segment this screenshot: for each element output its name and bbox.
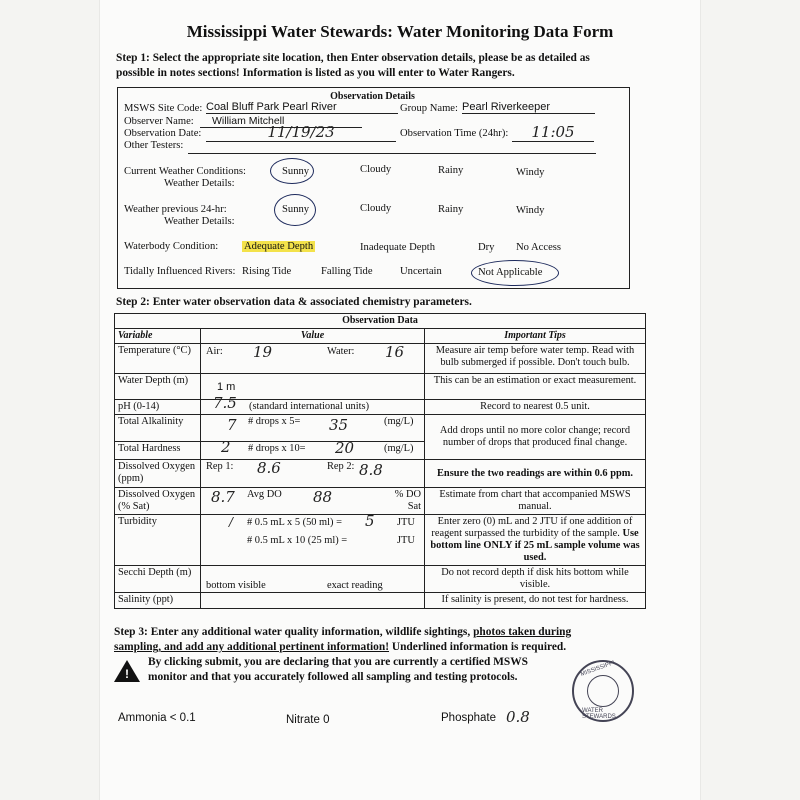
var-turbidity: Turbidity	[115, 515, 201, 566]
table-row	[115, 415, 646, 442]
step3-line2b: Underlined information is required.	[389, 641, 567, 653]
form-title: Mississippi Water Stewards: Water Monitoring Data Form	[186, 22, 614, 41]
table-row	[115, 566, 646, 593]
do-avg-value[interactable]: 8.7	[211, 488, 235, 506]
hardness-drops[interactable]: 2	[221, 438, 231, 456]
table-caption: Observation Data	[115, 314, 646, 329]
do-sat-value[interactable]: 88	[313, 488, 333, 506]
tip-water-depth: This can be an estimation or exact measurement.	[425, 374, 646, 400]
previous-weather-label: Weather previous 24-hr:	[124, 204, 227, 215]
current-weather-rainy[interactable]: Rainy	[438, 165, 464, 176]
tidal-rivers-label: Tidally Influenced Rivers:	[124, 266, 236, 277]
other-testers-field[interactable]	[188, 153, 596, 154]
seal-bottom-text: WATER STEWARDS	[582, 708, 616, 720]
tip-ph: Record to nearest 0.5 unit.	[425, 400, 646, 415]
turbidity-formula2: # 0.5 mL x 10 (25 ml) =	[247, 535, 348, 546]
warning-icon: !	[114, 660, 140, 682]
tip-salinity: If salinity is present, do not test for hardness.	[425, 593, 646, 609]
tip-alkalinity: Add drops until no more color change; record number of drops that produced final change.	[425, 415, 646, 460]
observation-time-field[interactable]: 11:05	[512, 123, 594, 142]
ph-value[interactable]: 7.5	[213, 394, 237, 412]
group-name-field[interactable]: Pearl Riverkeeper	[462, 101, 595, 114]
waterbody-inadequate-depth[interactable]: Inadequate Depth	[360, 242, 436, 253]
rep1-value[interactable]: 8.6	[257, 459, 281, 477]
form-paper	[100, 0, 700, 800]
step3-line2	[114, 641, 566, 653]
other-testers-label: Other Testers:	[124, 140, 184, 151]
tip-turbidity	[425, 515, 646, 566]
seal-top-text: MISSISSIPPI	[580, 660, 616, 678]
declaration-line1: By clicking submit, you are declaring that you are currently a certified MSWS	[148, 656, 528, 668]
hardness-formula: # drops x 10=	[248, 443, 306, 454]
alkalinity-unit: (mg/L)	[384, 416, 414, 427]
step2-heading: Step 2: Enter water observation data & associated chemistry parameters.	[116, 296, 472, 308]
var-secchi: Secchi Depth (m)	[115, 566, 201, 593]
details-heading: Observation Details	[330, 91, 415, 102]
secchi-exact-reading[interactable]: exact reading	[327, 580, 383, 591]
col-tips: Important Tips	[425, 329, 646, 344]
site-code-field[interactable]: Coal Bluff Park Pearl River	[206, 101, 398, 114]
rep2-label: Rep 2:	[327, 461, 355, 472]
value-total-hardness	[201, 438, 425, 460]
value-do-sat	[201, 488, 425, 515]
var-salinity: Salinity (ppt)	[115, 593, 201, 609]
observer-name-label: Observer Name:	[124, 116, 194, 127]
waterbody-condition-label: Waterbody Condition:	[124, 241, 219, 252]
value-do-ppm	[201, 460, 425, 488]
var-do-sat: Dissolved Oxygen (% Sat)	[115, 488, 201, 515]
col-variable: Variable	[115, 329, 201, 344]
note-ammonia[interactable]: Ammonia < 0.1	[118, 712, 196, 724]
current-weather-windy[interactable]: Windy	[516, 167, 545, 178]
water-label: Water:	[327, 346, 355, 357]
current-weather-details-label: Weather Details:	[164, 178, 235, 189]
alkalinity-drops[interactable]: 7	[227, 416, 237, 434]
table-row	[115, 593, 646, 609]
step3-line1a: Step 3: Enter any additional water quality information, wildlife sightings,	[114, 626, 474, 638]
observation-time-label: Observation Time (24hr):	[400, 128, 509, 139]
note-phosphate-label: Phosphate	[441, 712, 496, 724]
value-ph	[201, 394, 425, 415]
value-temperature	[201, 344, 425, 374]
step1-line1: Step 1: Select the appropriate site location, then Enter observation details, please be as detailed as	[116, 52, 590, 64]
waterbody-adequate-depth[interactable]: Adequate Depth	[244, 241, 314, 252]
previous-weather-details-label: Weather Details:	[164, 216, 235, 227]
tip-secchi: Do not record depth if disk hits bottom while visible.	[425, 566, 646, 593]
current-weather-label: Current Weather Conditions:	[124, 166, 246, 177]
current-weather-sunny[interactable]: Sunny	[282, 166, 310, 177]
table-row	[115, 515, 646, 566]
tip-turbidity-2: Use bottom line ONLY if 25 mL sample volume was used.	[430, 528, 640, 563]
site-code-label: MSWS Site Code:	[124, 103, 203, 114]
value-salinity[interactable]	[201, 593, 425, 609]
ph-note: (standard international units)	[249, 401, 370, 412]
tip-do-ppm: Ensure the two readings are within 0.6 ppm.	[425, 460, 646, 488]
observation-date-field[interactable]: 11/19/23	[206, 123, 396, 142]
step3-line1	[114, 626, 571, 638]
observation-date-label: Observation Date:	[124, 128, 202, 139]
tidal-selection-circle	[471, 260, 559, 286]
table-row	[115, 374, 646, 400]
waterbody-dry[interactable]: Dry	[478, 242, 495, 253]
var-total-alkalinity: Total Alkalinity	[115, 415, 201, 442]
hardness-unit: (mg/L)	[384, 443, 414, 454]
observer-name-field[interactable]: William Mitchell	[200, 115, 362, 128]
previous-weather-cloudy[interactable]: Cloudy	[360, 203, 392, 214]
step3-line1b: photos taken during	[473, 626, 572, 638]
table-row	[115, 400, 646, 415]
value-total-alkalinity	[201, 415, 425, 442]
tip-do-sat: Estimate from chart that accompanied MSWS manual.	[425, 488, 646, 515]
rep2-value[interactable]: 8.8	[359, 461, 383, 479]
step3-line2a: sampling, and add any additional pertinent information!	[114, 641, 390, 653]
water-stewards-seal	[572, 660, 634, 722]
step1-line2: possible in notes sections! Information is listed as you will enter to Water Rangers.	[116, 67, 515, 79]
current-weather-selection-circle	[270, 158, 314, 184]
var-ph: pH (0-14)	[115, 400, 201, 415]
alkalinity-formula: # drops x 5=	[248, 416, 301, 427]
value-turbidity	[201, 512, 425, 566]
water-temp-value[interactable]: 16	[385, 343, 405, 361]
var-temperature: Temperature (°C)	[115, 344, 201, 374]
tidal-uncertain[interactable]: Uncertain	[400, 266, 442, 277]
previous-weather-selection-circle	[274, 194, 316, 226]
var-water-depth: Water Depth (m)	[115, 374, 201, 400]
note-nitrate[interactable]: Nitrate 0	[286, 714, 330, 726]
turbidity-unit1: JTU	[397, 517, 415, 528]
tidal-falling-tide[interactable]: Falling Tide	[321, 266, 373, 277]
current-weather-cloudy[interactable]: Cloudy	[360, 164, 392, 175]
waterbody-no-access[interactable]: No Access	[516, 242, 562, 253]
seal-inner-ring	[587, 675, 619, 707]
table-row	[115, 460, 646, 488]
table-row	[115, 488, 646, 515]
previous-weather-windy[interactable]: Windy	[516, 205, 545, 216]
var-total-hardness: Total Hardness	[115, 442, 201, 460]
tidal-rising-tide[interactable]: Rising Tide	[242, 266, 292, 277]
water-depth-value[interactable]: 1 m	[217, 381, 236, 393]
observation-data-table	[114, 313, 646, 609]
turbidity-result1[interactable]: 5	[365, 512, 375, 530]
alkalinity-result[interactable]: 35	[329, 416, 349, 434]
value-secchi	[201, 566, 425, 593]
air-temp-value[interactable]: 19	[253, 343, 273, 361]
previous-weather-sunny[interactable]: Sunny	[282, 204, 310, 215]
rep1-label: Rep 1:	[206, 461, 234, 472]
do-sat-unit: % DO Sat	[394, 489, 421, 512]
table-row	[115, 344, 646, 374]
note-phosphate-value[interactable]: 0.8	[506, 708, 530, 726]
secchi-bottom-visible[interactable]: bottom visible	[206, 580, 266, 591]
col-value: Value	[201, 329, 425, 344]
turbidity-formula1: # 0.5 mL x 5 (50 ml) =	[247, 517, 342, 528]
hardness-result[interactable]: 20	[335, 439, 355, 457]
previous-weather-rainy[interactable]: Rainy	[438, 204, 464, 215]
turbidity-unit2: JTU	[397, 535, 415, 546]
tip-temperature: Measure air temp before water temp. Read with bulb submerged if possible. Don't touch bulb.	[425, 344, 646, 374]
group-name-label: Group Name:	[400, 103, 458, 114]
turbidity-value1[interactable]: /	[229, 515, 234, 529]
tip-turbidity-1: Enter zero (0) mL and 2 JTU if one addition of reagent surpassed the turbidity of the sample.	[431, 516, 633, 539]
air-label: Air:	[206, 346, 223, 357]
declaration-line2: monitor and that you accurately followed all sampling and testing protocols.	[148, 671, 518, 683]
var-do-ppm: Dissolved Oxygen (ppm)	[115, 460, 201, 488]
avg-do-label: Avg DO	[247, 489, 282, 500]
tidal-not-applicable[interactable]: Not Applicable	[478, 267, 543, 278]
